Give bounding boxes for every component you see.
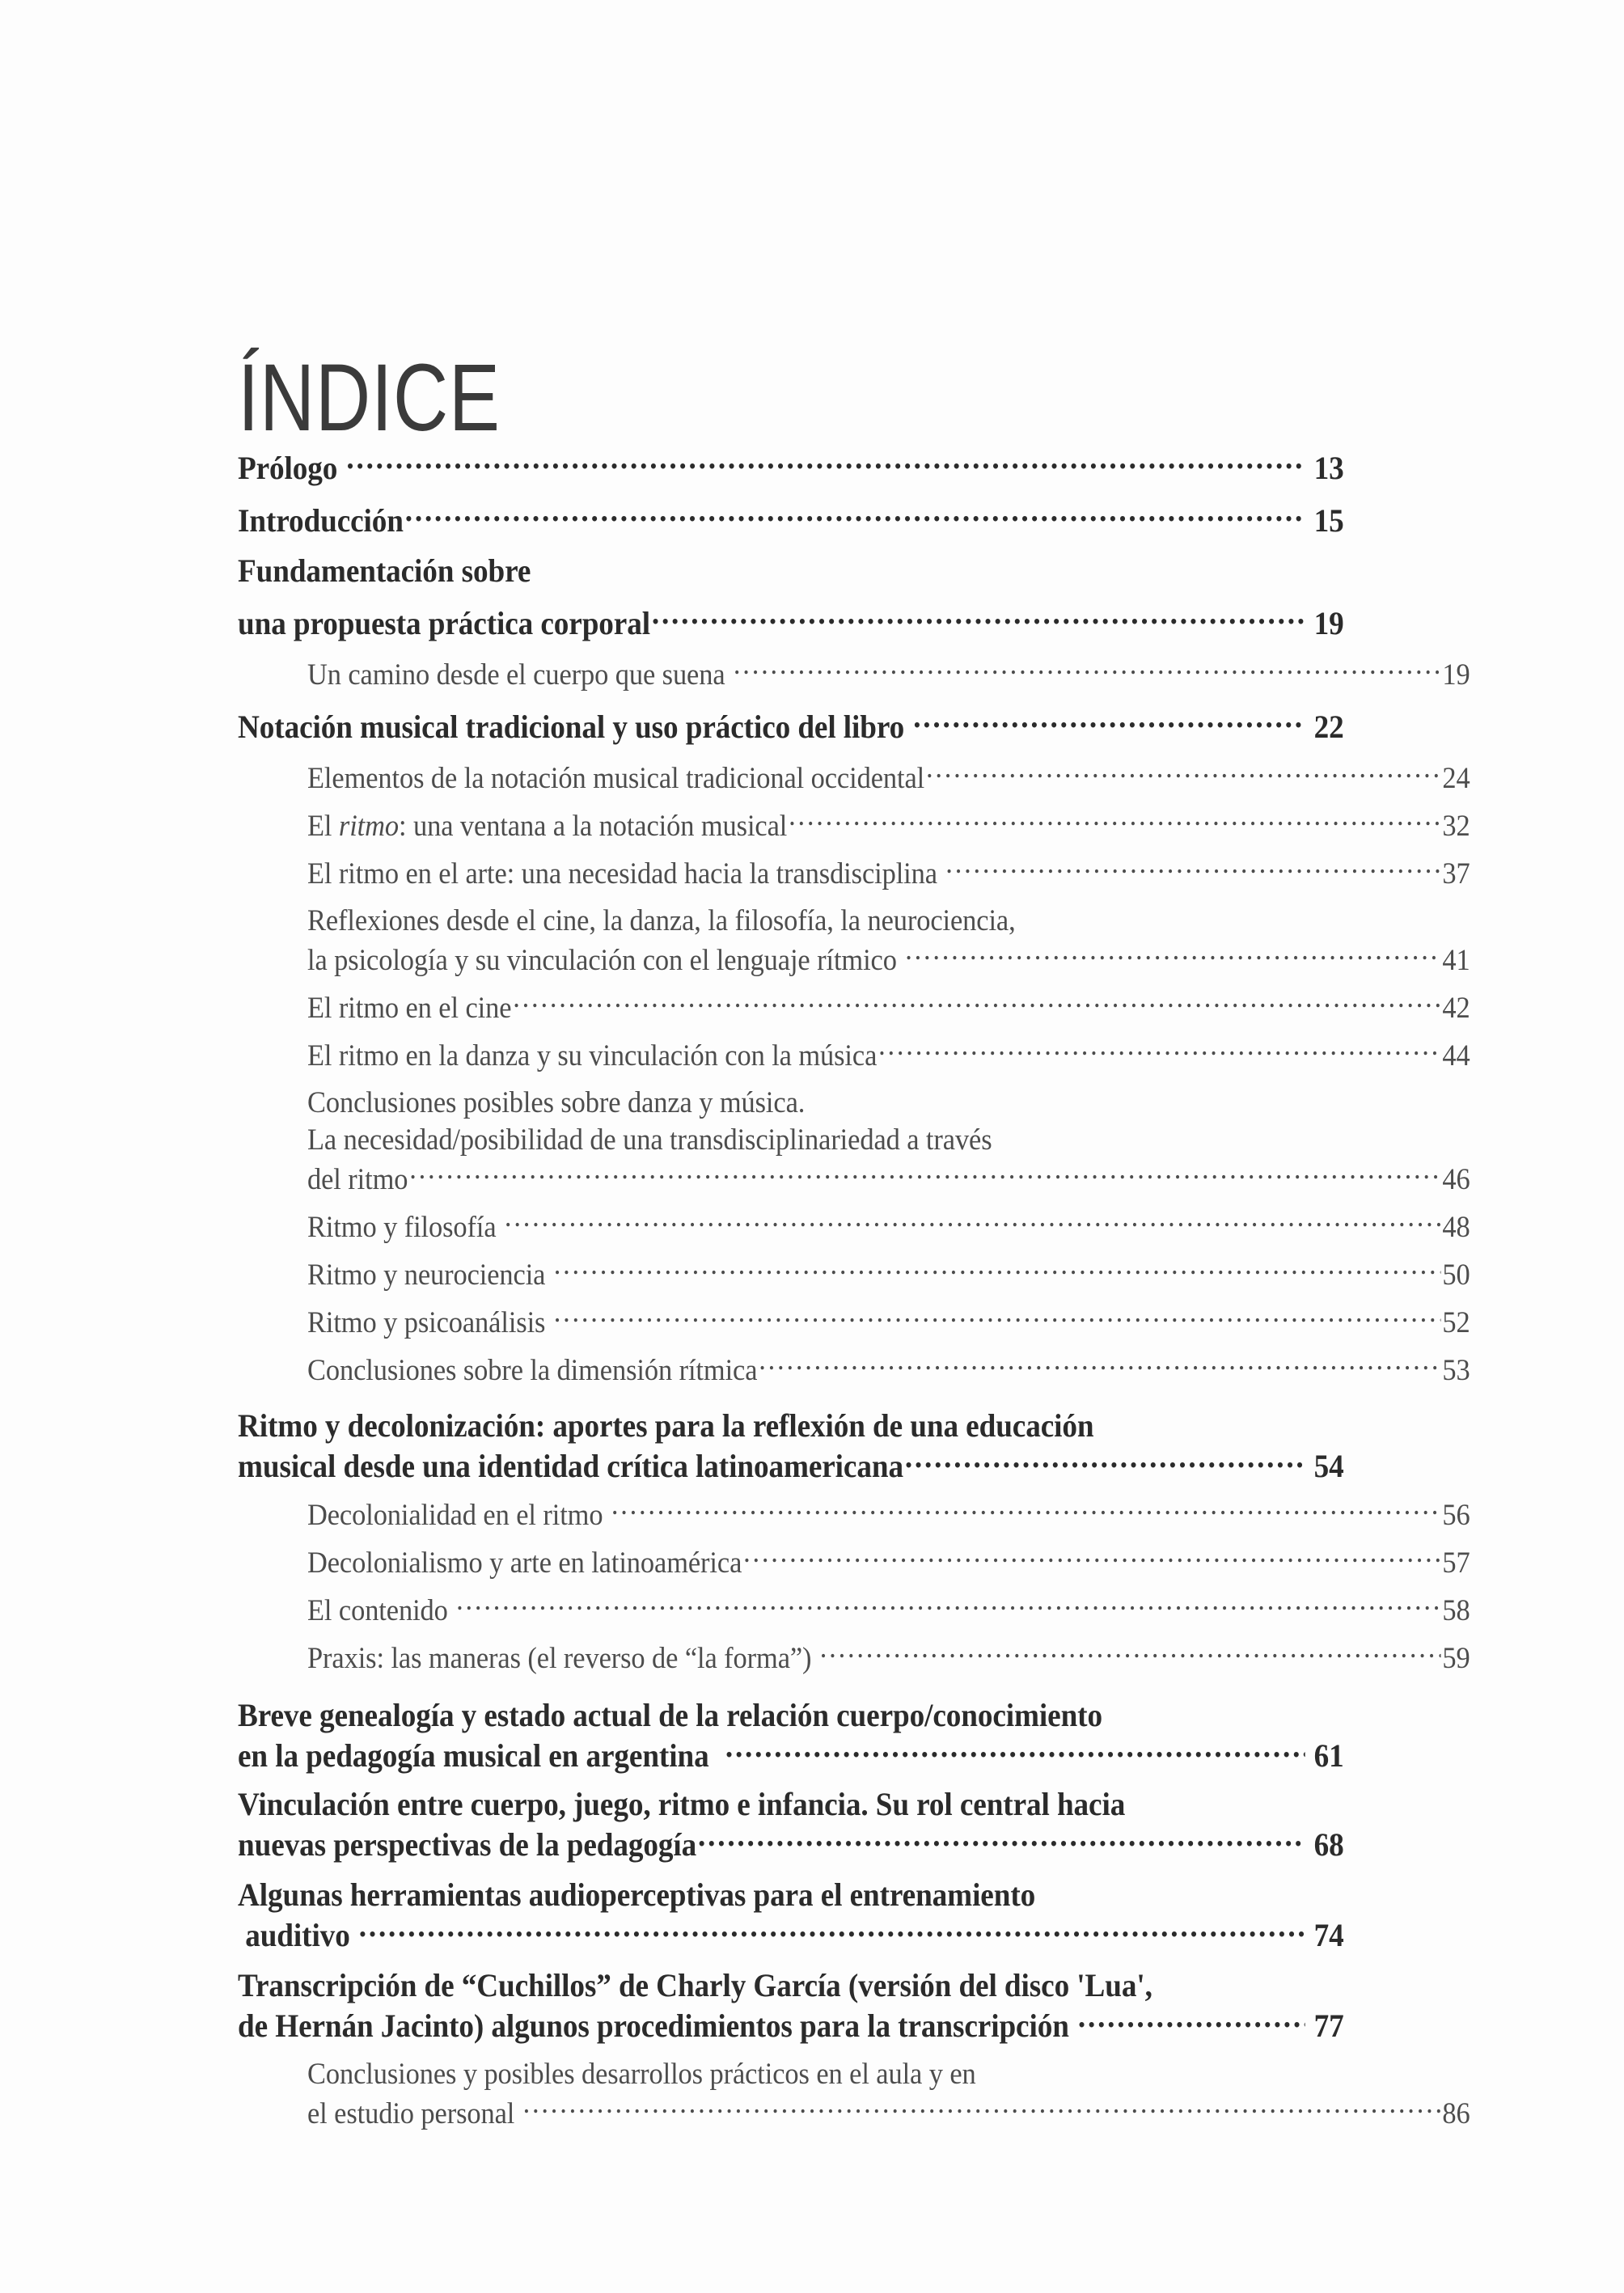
toc-page-number: 24 (1442, 762, 1470, 795)
toc-page-number: 13 (1306, 450, 1344, 486)
entry-spacer (238, 488, 1344, 499)
entry-spacer (238, 1390, 1344, 1407)
toc-entry-level-1[interactable] (238, 552, 1344, 590)
dot-leader (905, 940, 1440, 970)
toc-entry-label: Conclusiones posibles sobre danza y música. (307, 1086, 806, 1119)
toc-entry-last-line (307, 654, 1470, 694)
entry-spacer (238, 1954, 1344, 1967)
toc-entry-last-line (238, 499, 1344, 540)
dot-leader (725, 1734, 1305, 1766)
toc-entry-last-line (238, 2004, 1344, 2045)
dot-leader (652, 602, 1305, 634)
toc-entry-label: de Hernán Jacinto) algunos procedimientos para la transcripción (238, 2007, 1077, 2044)
toc-page-number: 52 (1442, 1306, 1470, 1339)
toc-page-number: 42 (1442, 992, 1470, 1025)
toc-entry-level-2[interactable] (307, 1495, 1470, 1534)
toc-page-number: 74 (1306, 1917, 1344, 1953)
toc-entry-last-line (307, 758, 1470, 797)
toc-entry-last-line (238, 1445, 1344, 1485)
toc-entry-last-line (238, 552, 1344, 590)
entry-spacer (238, 1246, 1344, 1254)
toc-entry-level-2[interactable] (307, 853, 1470, 893)
toc-entry-last-line (307, 1350, 1470, 1390)
entry-spacer (238, 1294, 1344, 1302)
toc-page-number: 19 (1306, 605, 1344, 641)
entry-spacer (238, 590, 1344, 602)
dot-leader (926, 758, 1441, 788)
toc-page-number: 19 (1442, 658, 1470, 692)
dot-leader (789, 806, 1440, 836)
toc-entry-label: Prólogo (238, 450, 345, 486)
toc-entry-wrap-line (307, 903, 1470, 940)
dot-leader (1078, 2004, 1305, 2037)
toc-entry-level-2[interactable] (307, 1207, 1470, 1246)
toc-entry-level-2[interactable] (307, 1638, 1470, 1677)
toc-entry-last-line (307, 940, 1470, 979)
toc-entry-level-1[interactable] (238, 705, 1344, 747)
toc-page-number: 50 (1442, 1259, 1470, 1292)
entry-spacer (238, 1864, 1344, 1876)
entry-spacer (238, 1342, 1344, 1350)
toc-entry-last-line (307, 1542, 1470, 1582)
toc-page-number: 53 (1442, 1354, 1470, 1387)
toc-entry-level-2[interactable] (307, 903, 1470, 979)
toc-entry-wrap-line (238, 1786, 1344, 1823)
toc-page-number: 57 (1442, 1546, 1470, 1580)
toc-entry-last-line (238, 1823, 1344, 1864)
entry-spacer (238, 1534, 1344, 1542)
page-title: ÍNDICE (238, 345, 501, 452)
toc-entry-label: el estudio personal (307, 2097, 522, 2130)
toc-entry-label: Ritmo y neurociencia (307, 1259, 552, 1292)
toc-page-number: 46 (1442, 1163, 1470, 1196)
toc-entry-level-1[interactable] (238, 1967, 1344, 2045)
toc-entry-label: Introducción (238, 502, 404, 539)
toc-entry-level-1[interactable] (238, 1407, 1344, 1485)
toc-entry-last-line (307, 1207, 1470, 1246)
entry-spacer (238, 437, 1344, 446)
toc-entry-last-line (307, 853, 1470, 893)
dot-leader (759, 1350, 1440, 1380)
toc-page-number: 48 (1442, 1211, 1470, 1244)
toc-entry-wrap-line (238, 1407, 1344, 1445)
entry-spacer (238, 1075, 1344, 1085)
dot-leader (698, 1823, 1305, 1855)
toc-entry-last-line (238, 705, 1344, 747)
toc-page-number: 54 (1306, 1448, 1344, 1484)
dot-leader (878, 1035, 1440, 1065)
toc-entry-last-line (307, 1035, 1470, 1075)
toc-entry-last-line (307, 1590, 1470, 1630)
toc-entry-last-line (307, 1254, 1470, 1294)
entry-spacer (238, 747, 1344, 758)
toc-page-number: 41 (1442, 944, 1470, 977)
dot-leader (346, 446, 1305, 479)
toc-entry-label: Ritmo y psicoanálisis (307, 1306, 552, 1339)
dot-leader (513, 988, 1440, 1017)
toc-entry-level-2[interactable] (307, 1254, 1470, 1294)
toc-entry-label: La necesidad/posibilidad de una transdisciplinariedad a través (307, 1123, 992, 1157)
toc-entry-level-1[interactable] (238, 499, 1344, 540)
toc-entry-label: Decolonialidad en el ritmo (307, 1499, 610, 1532)
entry-spacer (238, 1677, 1344, 1697)
toc-page-number: 32 (1442, 810, 1470, 843)
dot-leader (743, 1542, 1440, 1572)
dot-leader (945, 853, 1440, 883)
toc-entry-level-1[interactable] (238, 1697, 1344, 1775)
dot-leader (409, 1159, 1440, 1189)
toc-entry-label: Notación musical tradicional y uso práctico del libro (238, 709, 912, 745)
dot-leader (734, 654, 1441, 684)
toc-entry-last-line (307, 1638, 1470, 1677)
toc-entry-last-line (238, 602, 1344, 643)
toc-entry-level-1[interactable] (238, 602, 1344, 643)
toc-page-number: 86 (1442, 2097, 1470, 2130)
toc-entry-label: la psicología y su vinculación con el lenguaje rítmico (307, 944, 904, 977)
toc-entry-level-2[interactable] (307, 1542, 1470, 1582)
toc-entry-level-2[interactable] (307, 806, 1470, 845)
entry-spacer (238, 643, 1344, 654)
toc-entry-label: El ritmo: una ventana a la notación musical (307, 810, 788, 843)
toc-entry-wrap-line (238, 1697, 1344, 1734)
toc-page-number: 22 (1306, 709, 1344, 745)
toc-entry-last-line (307, 1302, 1470, 1342)
entry-spacer (238, 1775, 1344, 1786)
toc-entry-label: Reflexiones desde el cine, la danza, la filosofía, la neurociencia, (307, 904, 1016, 937)
toc-page-number: 44 (1442, 1039, 1470, 1072)
toc-entry-label: Fundamentación sobre (238, 552, 531, 589)
toc-entry-level-1[interactable] (238, 1876, 1344, 1954)
entry-spacer (238, 1630, 1344, 1638)
toc-entry-wrap-line (307, 1085, 1470, 1122)
entry-spacer (238, 1027, 1344, 1035)
entry-spacer (238, 1485, 1344, 1495)
toc-entry-label: auditivo (238, 1917, 357, 1953)
toc-entry-label: El ritmo en el arte: una necesidad hacia la transdisciplina (307, 857, 945, 891)
toc-entry-level-2[interactable] (307, 654, 1470, 694)
toc-entry-level-2[interactable] (307, 1085, 1470, 1199)
toc-entry-level-2[interactable] (307, 2056, 1470, 2133)
toc-entry-last-line (307, 1159, 1470, 1199)
toc-entry-label: una propuesta práctica corporal (238, 605, 650, 641)
entry-spacer (238, 1582, 1344, 1590)
toc-entry-label: Conclusiones sobre la dimensión rítmica (307, 1354, 758, 1387)
toc-entry-wrap-line (238, 1876, 1344, 1914)
entry-spacer (238, 694, 1344, 705)
toc-entry-label: Ritmo y filosofía (307, 1211, 504, 1244)
entry-spacer (238, 845, 1344, 853)
toc-entry-label: nuevas perspectivas de la pedagogía (238, 1826, 697, 1863)
toc-page-number: 58 (1442, 1594, 1470, 1627)
toc-entry-label: El contenido (307, 1594, 455, 1627)
entry-spacer (238, 979, 1344, 988)
toc-entry-wrap-line (307, 2056, 1470, 2093)
entry-spacer (238, 797, 1344, 806)
toc-entry-last-line (238, 446, 1344, 488)
toc-page-number: 56 (1442, 1499, 1470, 1532)
entry-spacer (238, 893, 1344, 903)
toc-entry-last-line (307, 806, 1470, 845)
toc-entry-label: Vinculación entre cuerpo, juego, ritmo e infancia. Su rol central hacia (238, 1786, 1126, 1822)
dot-leader (905, 1445, 1305, 1477)
toc-entry-level-2[interactable] (307, 1350, 1470, 1390)
toc-entry-last-line (307, 1495, 1470, 1534)
toc-entry-label: Ritmo y decolonización: aportes para la reflexión de una educación (238, 1407, 1094, 1444)
dot-leader (405, 499, 1305, 531)
toc-entry-label: Transcripción de “Cuchillos” de Charly García (versión del disco 'Lua', (238, 1967, 1152, 2003)
toc-entry-level-2[interactable] (307, 758, 1470, 797)
toc-entry-label: Conclusiones y posibles desarrollos prácticos en el aula y en (307, 2058, 976, 2091)
toc-entry-last-line (238, 1914, 1344, 1954)
toc-entry-last-line (307, 988, 1470, 1027)
toc-entry-level-1[interactable] (238, 446, 1344, 488)
dot-leader (820, 1638, 1441, 1668)
toc-entry-label: Elementos de la notación musical tradicional occidental (307, 762, 925, 795)
toc-entry-italic-term: ritmo (338, 810, 400, 843)
toc-entry-label: El ritmo en la danza y su vinculación con la música (307, 1039, 878, 1072)
dot-leader (523, 2093, 1441, 2123)
toc-entry-level-2[interactable] (307, 1590, 1470, 1630)
toc-entry-last-line (307, 2093, 1470, 2133)
toc-entry-wrap-line (238, 1967, 1344, 2004)
toc-entry-label: Algunas herramientas audioperceptivas para el entrenamiento (238, 1876, 1036, 1913)
toc-page-number: 37 (1442, 857, 1470, 891)
dot-leader (611, 1495, 1441, 1525)
toc-entry-last-line (238, 1734, 1344, 1775)
dot-leader (456, 1590, 1440, 1620)
toc-entry-level-2[interactable] (307, 1035, 1470, 1075)
entry-spacer (238, 2045, 1344, 2056)
dot-leader (505, 1207, 1441, 1237)
toc-page-number: 68 (1306, 1826, 1344, 1863)
toc-entry-label: Praxis: las maneras (el reverso de “la forma”) (307, 1642, 818, 1675)
dot-leader (554, 1254, 1441, 1284)
toc-entry-wrap-line (307, 1122, 1470, 1159)
entry-spacer (238, 1199, 1344, 1207)
dot-leader (554, 1302, 1441, 1332)
toc-page-number: 59 (1442, 1642, 1470, 1675)
toc-entry-label: musical desde una identidad crítica latinoamericana (238, 1448, 903, 1484)
toc-page-number: 77 (1306, 2007, 1344, 2044)
dot-leader (913, 705, 1305, 738)
toc-entry-label: El ritmo en el cine (307, 992, 512, 1025)
toc-entry-label: Decolonialismo y arte en latinoamérica (307, 1546, 742, 1580)
toc-page-number: 15 (1306, 502, 1344, 539)
toc-entry-label: Un camino desde el cuerpo que suena (307, 658, 733, 692)
entry-spacer (238, 540, 1344, 552)
toc-entry-label: Breve genealogía y estado actual de la relación cuerpo/conocimiento (238, 1697, 1102, 1733)
toc-entry-label: del ritmo (307, 1163, 408, 1196)
toc-entry-level-2[interactable] (307, 1302, 1470, 1342)
toc-entry-label: en la pedagogía musical en argentina (238, 1737, 724, 1774)
toc-entry-level-1[interactable] (238, 1786, 1344, 1864)
table-of-contents-list (238, 437, 1470, 2133)
toc-page-number: 61 (1306, 1737, 1344, 1774)
toc-entry-level-2[interactable] (307, 988, 1470, 1027)
dot-leader (359, 1914, 1305, 1946)
